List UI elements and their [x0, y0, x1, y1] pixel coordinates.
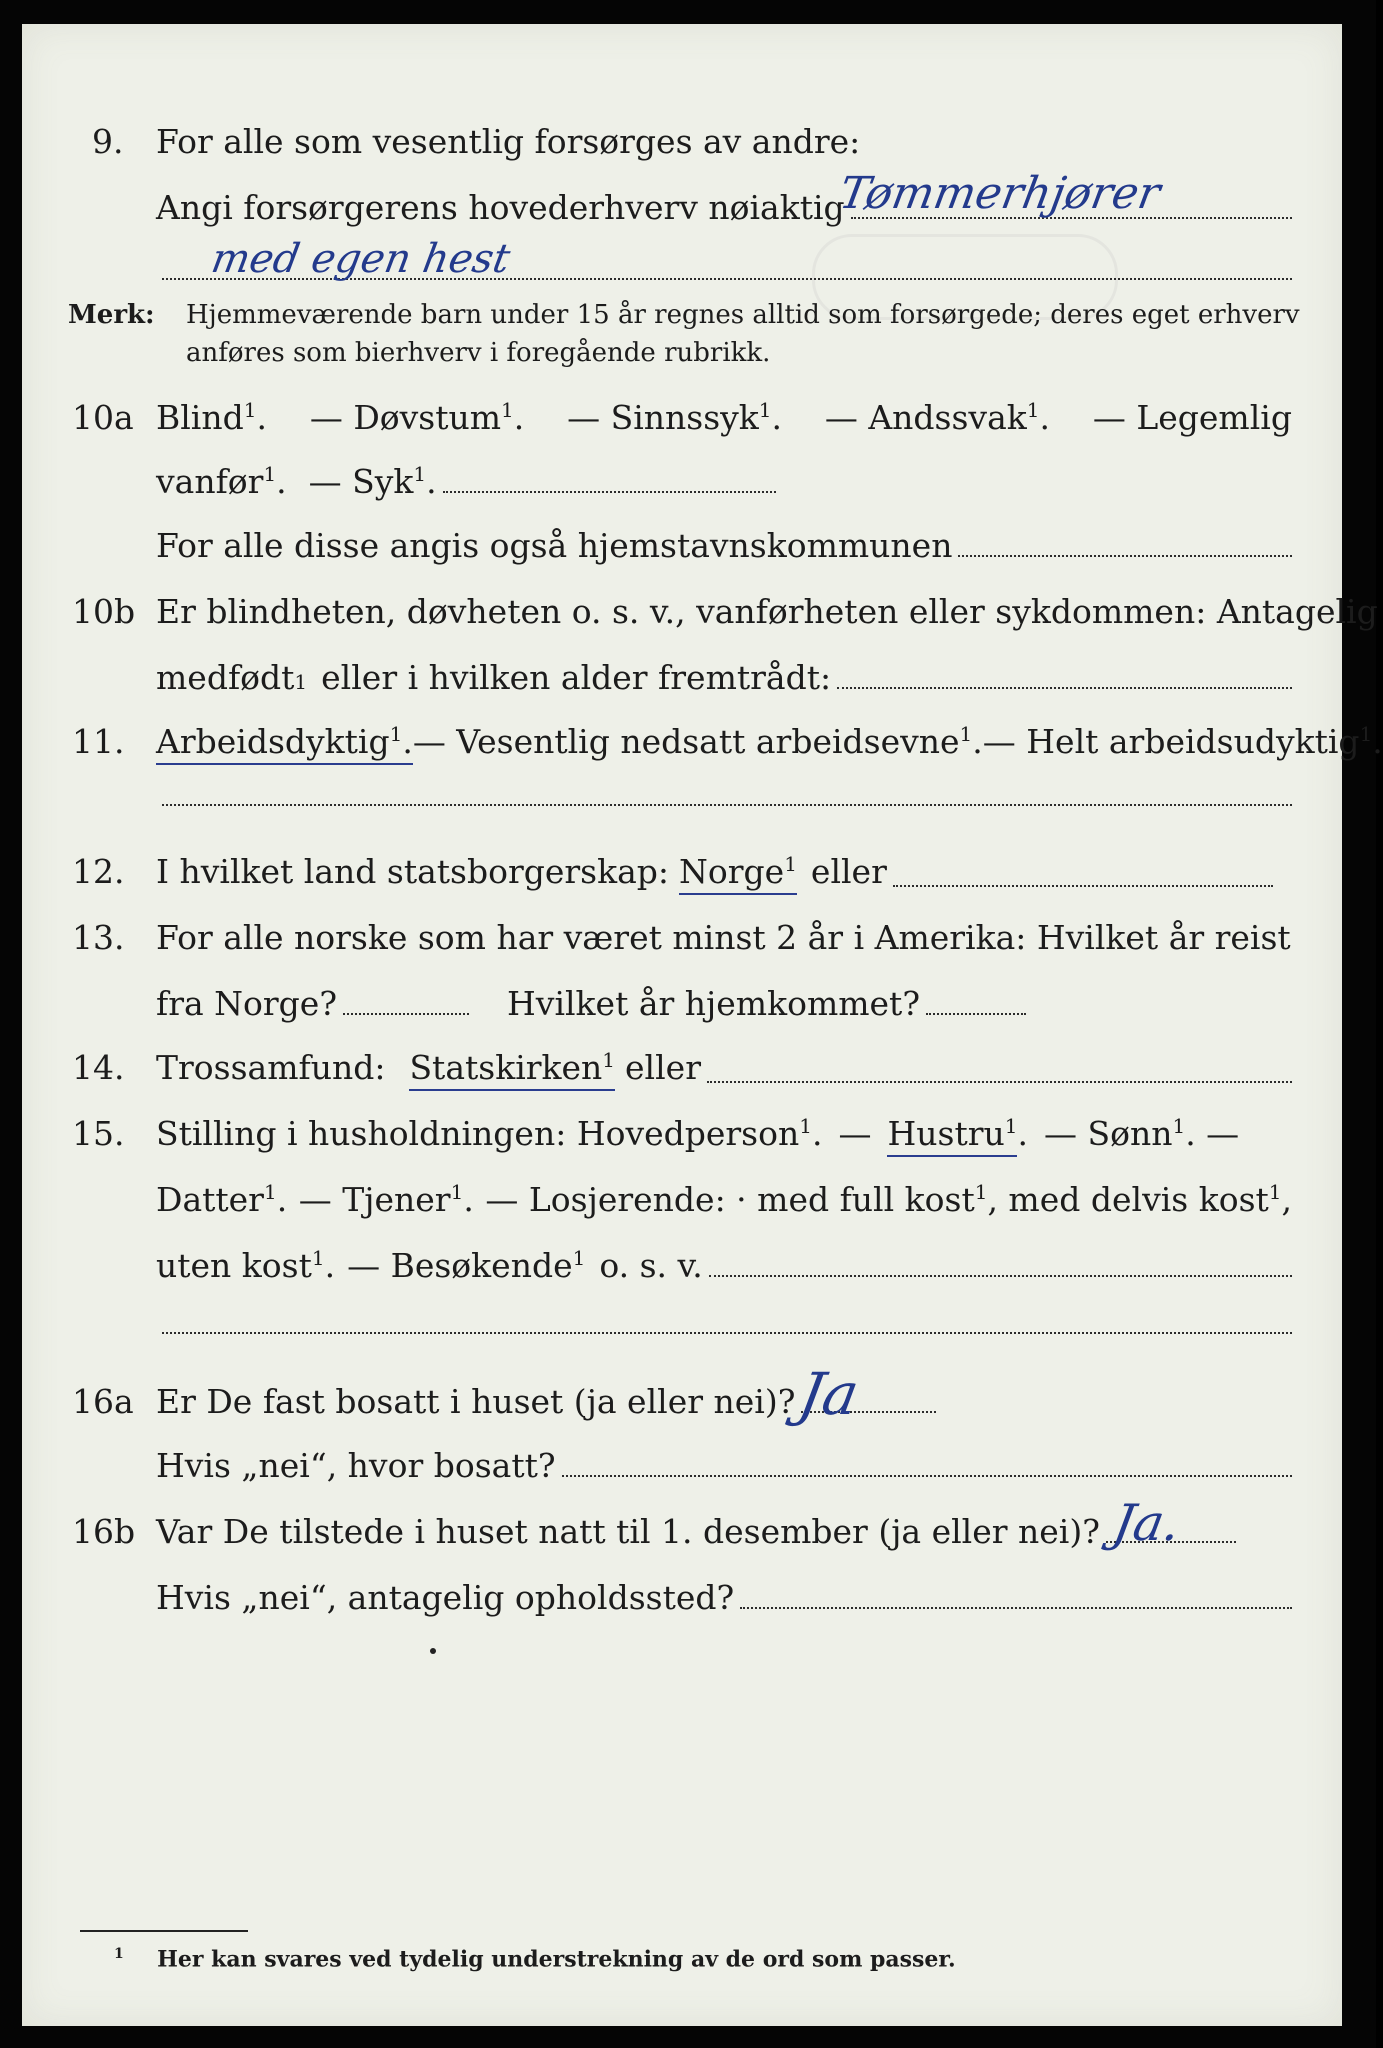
item-16b-line1	[156, 1512, 1236, 1551]
footnote	[114, 1946, 956, 1972]
item-16a-line2	[156, 1446, 1292, 1485]
item-10a-line2	[156, 462, 776, 501]
option-hustru: Hustru$^1$	[887, 1114, 1017, 1157]
item-10b-answer-line	[837, 687, 1292, 689]
item-16a-handwritten-answer: Ja	[794, 1360, 864, 1428]
option-tjener: — Tjener$^1$.	[298, 1180, 474, 1219]
option-uten-kost: uten kost$^1$.	[156, 1246, 336, 1285]
item-16b-line2	[156, 1578, 1292, 1617]
item-9-question: For alle som vesentlig forsørges av andre:	[156, 122, 861, 161]
option-nedsatt: — Vesentlig nedsatt arbeidsevne$^1$.	[412, 722, 983, 761]
item-10a-line1	[156, 398, 1292, 437]
option-sonn: — Sønn$^1$. —	[1043, 1114, 1240, 1153]
item-number-16a: 16a	[72, 1382, 134, 1421]
item-9-handwritten-answer-2: med egen hest	[207, 236, 514, 282]
item-13-hjemkommet-line	[926, 1013, 1026, 1015]
item-10a-hjemstavn-label: For alle disse angis også hjemstavnskommunen	[156, 526, 953, 565]
merk-label: Merk:	[68, 300, 155, 330]
item-16b-opholdssted-line	[740, 1607, 1292, 1609]
item-13-reist-line	[343, 1013, 469, 1015]
option-blind: Blind$^1$.	[156, 398, 267, 437]
option-delvis-kost: , med delvis kost$^1$,	[987, 1180, 1292, 1219]
option-syk: — Syk$^1$.	[308, 462, 437, 501]
item-16a-question: Er De fast bosatt i huset (ja eller nei)?	[156, 1382, 796, 1421]
item-number-11: 11.	[72, 722, 125, 761]
footnote-mark: 1	[114, 1946, 124, 1962]
item-11-line1	[156, 722, 1383, 765]
item-16a-bosatt-label: Hvis „nei“, hvor bosatt?	[156, 1446, 556, 1485]
option-statskirken: Statskirken$^1$	[409, 1048, 615, 1091]
item-15-line4	[156, 1308, 1292, 1342]
item-15-osv: o. s. v.	[599, 1246, 703, 1285]
item-14-answer-line	[707, 1081, 1292, 1083]
footnote-rule	[80, 1930, 248, 1932]
item-14-line	[156, 1048, 1292, 1091]
item-10a-line3	[156, 526, 1292, 565]
item-9-line1	[156, 122, 1292, 161]
item-11-line2	[156, 780, 1292, 814]
option-udyktig: — Helt arbeidsudyktig$^1$.	[982, 722, 1383, 761]
item-13-hjemkommet-label: Hvilket år hjemkommet?	[507, 984, 921, 1023]
merk-text-2: anføres som bierhverv i foregående rubrikk.	[186, 338, 771, 368]
option-hovedperson: Stilling i husholdningen: Hovedperson$^1$.	[156, 1114, 823, 1153]
item-12-label: I hvilket land statsborgerskap:	[156, 852, 670, 891]
option-vanfor: vanfør$^1$.	[156, 462, 287, 501]
item-number-12: 12.	[72, 852, 125, 891]
item-number-14: 14.	[72, 1048, 125, 1087]
merk-text-1: Hjemmeværende barn under 15 år regnes alltid som forsørgede; deres eget erhverv	[186, 300, 1300, 330]
option-legemlig: — Legemlig	[1092, 398, 1292, 437]
item-15-line3	[156, 1246, 1292, 1285]
item-9-handwritten-answer: Tømmerhjører	[835, 168, 1165, 219]
item-13-reist-label: fra Norge?	[156, 984, 338, 1023]
item-16b-question: Var De tilstede i huset natt til 1. desember (ja eller nei)?	[156, 1512, 1100, 1551]
item-10b-label: eller i hvilken alder fremtrådt:	[321, 658, 832, 697]
item-16b-handwritten-answer: Ja.	[1108, 1494, 1185, 1552]
item-number-15: 15.	[72, 1114, 125, 1153]
option-norge: Norge$^1$	[679, 852, 797, 895]
item-14-label: Trossamfund:	[156, 1048, 386, 1087]
option-datter: Datter$^1$.	[156, 1180, 288, 1219]
option-medfodt: medfødt	[156, 658, 295, 697]
option-sinnssyk: — Sinnssyk$^1$.	[567, 398, 783, 437]
item-12-eller: eller	[810, 852, 887, 891]
option-andssvak: — Andssvak$^1$.	[824, 398, 1050, 437]
footnote-text: Her kan svares ved tydelig understrekning av de ord som passer.	[157, 1946, 956, 1973]
option-besokende: — Besøkende$^1$	[347, 1246, 586, 1285]
item-13-line2	[156, 984, 1026, 1023]
item-13-line1: For alle norske som har været minst 2 år i Amerika: Hvilket år reist	[156, 918, 1291, 957]
item-number-16b: 16b	[72, 1512, 136, 1551]
item-10b-line1: Er blindheten, døvheten o. s. v., vanførheten eller sykdommen: Antagelig	[156, 592, 1378, 631]
item-number-9: 9.	[92, 122, 124, 161]
item-15-answer-line	[709, 1275, 1292, 1277]
item-10a-hjemstavn-line	[958, 555, 1292, 557]
item-14-eller: eller	[625, 1048, 701, 1087]
item-12-line	[156, 852, 1292, 895]
item-15-line2	[156, 1180, 1292, 1219]
item-16b-opholdssted-label: Hvis „nei“, antagelig opholdssted?	[156, 1578, 735, 1617]
item-number-10a: 10a	[72, 398, 134, 437]
option-full-kost: — Losjerende: · med full kost$^1$	[485, 1180, 988, 1219]
option-dovstum: — Døvstum$^1$.	[309, 398, 525, 437]
item-11-answer-line	[162, 804, 1292, 806]
item-number-13: 13.	[72, 918, 125, 957]
item-16a-bosatt-line	[562, 1475, 1292, 1477]
option-arbeidsdyktig: Arbeidsdyktig$^1$.	[156, 722, 413, 765]
item-10a-answer-line	[443, 491, 776, 493]
item-number-10b: 10b	[72, 592, 136, 631]
item-10b-line2: medfødt 1 eller i hvilken alder fremtrådt:	[156, 658, 1292, 697]
item-12-answer-line	[893, 885, 1273, 887]
item-15-line1: Stilling i husholdningen: Hovedperson$^1$. — Hustru$^1$ . — Sønn$^1$. —	[156, 1114, 1292, 1157]
ink-spot	[430, 1648, 436, 1654]
item-15-answer-line-2	[162, 1332, 1292, 1334]
item-9-label: Angi forsørgerens hovederhverv nøiaktig	[156, 188, 845, 227]
